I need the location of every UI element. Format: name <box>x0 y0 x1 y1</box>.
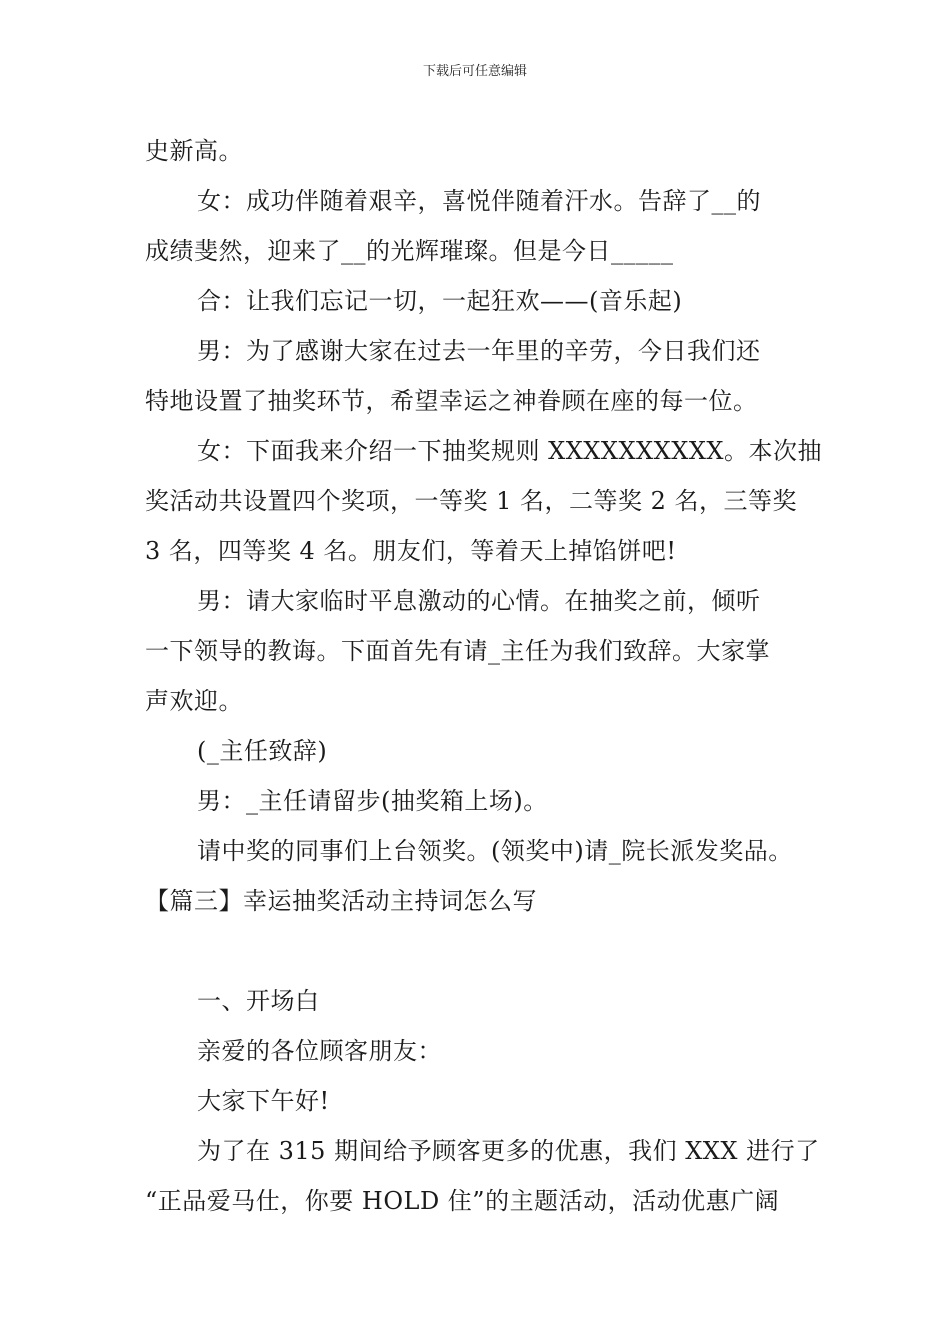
text-line: 亲爱的各位顾客朋友： <box>197 1037 442 1065</box>
text-line: “正品爱马仕，你要 HOLD 住”的主题活动，活动优惠广阔 <box>145 1187 780 1215</box>
page-header: 下载后可任意编辑 <box>422 64 527 79</box>
text-line: 男：_主任请留步(抽奖箱上场)。 <box>197 787 548 815</box>
text-line: 特地设置了抽奖环节，希望幸运之神眷顾在座的每一位。 <box>145 387 758 415</box>
text-line: 请中奖的同事们上台领奖。(领奖中)请_院长派发奖品。 <box>197 837 793 865</box>
section-heading: 【篇三】幸运抽奖活动主持词怎么写 <box>145 887 537 915</box>
text-line: 合：让我们忘记一切，一起狂欢——(音乐起) <box>197 287 683 315</box>
blank-line <box>145 926 820 976</box>
text-line: 3 名，四等奖 4 名。朋友们，等着天上掉馅饼吧! <box>145 537 677 565</box>
text-line: 奖活动共设置四个奖项，一等奖 1 名，二等奖 2 名，三等奖 <box>145 487 798 515</box>
text-line: 男：为了感谢大家在过去一年里的辛劳，今日我们还 <box>197 337 761 365</box>
document-body <box>145 126 820 1226</box>
text-line: (_主任致辞) <box>197 737 328 765</box>
text-line: 一下领导的教诲。下面首先有请_主任为我们致辞。大家掌 <box>145 637 770 665</box>
text-line: 女：成功伴随着艰辛，喜悦伴随着汗水。告辞了__的 <box>197 187 761 215</box>
text-line: 女：下面我来介绍一下抽奖规则 XXXXXXXXXX。本次抽 <box>197 437 822 465</box>
text-line: 大家下午好! <box>197 1087 330 1115</box>
text-line: 为了在 315 期间给予顾客更多的优惠，我们 XXX 进行了 <box>197 1137 820 1165</box>
text-line: 成绩斐然，迎来了__的光辉璀璨。但是今日_____ <box>145 237 674 265</box>
text-line: 男：请大家临时平息激动的心情。在抽奖之前，倾听 <box>197 587 761 615</box>
text-line: 史新高。 <box>145 137 243 165</box>
text-line: 一、开场白 <box>197 987 320 1015</box>
text-line: 声欢迎。 <box>145 687 243 715</box>
